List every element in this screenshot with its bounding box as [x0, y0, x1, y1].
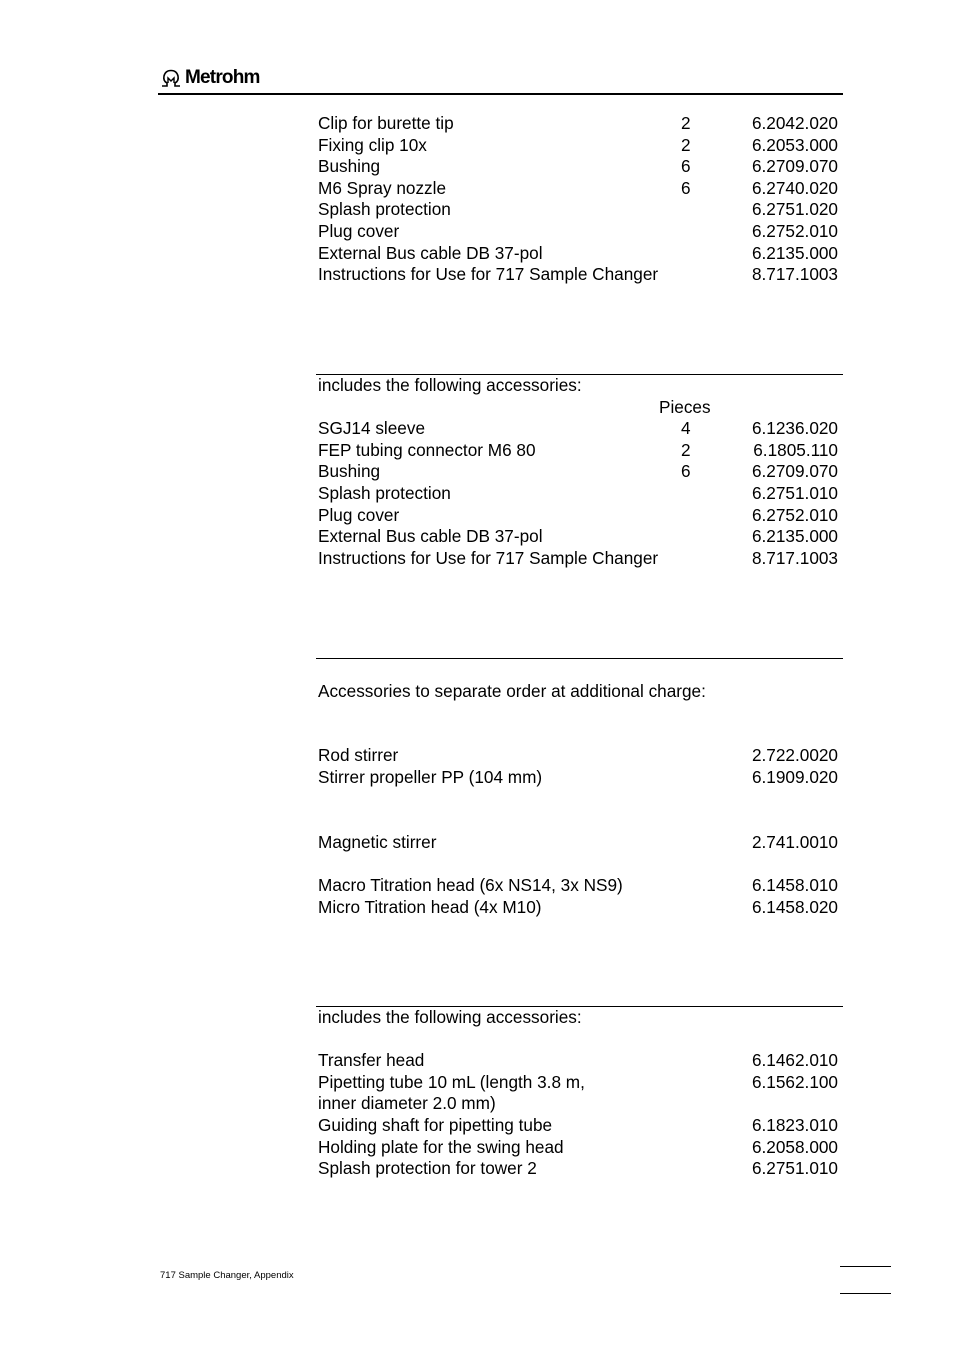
item-description: Instructions for Use for 717 Sample Changer	[318, 547, 659, 568]
stirrer-group	[318, 745, 843, 788]
item-description: Plug cover	[318, 220, 400, 241]
item-order-number: 6.2751.010	[751, 1158, 838, 1179]
item-description: inner diameter 2.0 mm)	[318, 1093, 496, 1114]
item-order-number: 6.2752.010	[751, 220, 838, 241]
list-item	[318, 767, 843, 789]
section-intro: includes the following accessories:	[318, 1007, 582, 1027]
list-item	[318, 1115, 843, 1137]
item-order-number: 6.1562.100	[751, 1071, 838, 1092]
item-description: Guiding shaft for pipetting tube	[318, 1114, 553, 1135]
item-quantity: 6	[681, 177, 691, 198]
item-order-number: 6.1909.020	[751, 766, 838, 787]
item-description: Plug cover	[318, 504, 400, 525]
item-description: SGJ14 sleeve	[318, 418, 426, 439]
item-order-number: 6.2709.070	[751, 156, 838, 177]
list-item	[318, 156, 843, 178]
item-description: External Bus cable DB 37-pol	[318, 526, 543, 547]
item-quantity: 2	[681, 439, 691, 460]
item-order-number: 6.2135.000	[751, 242, 838, 263]
item-order-number: 6.1458.020	[751, 896, 838, 917]
item-order-number: 6.1462.010	[751, 1050, 838, 1071]
item-order-number: 6.2058.000	[751, 1136, 838, 1157]
item-description: Bushing	[318, 156, 381, 177]
pieces-header-row	[318, 397, 843, 419]
item-quantity: 2	[681, 113, 691, 133]
header-divider	[158, 93, 843, 95]
item-order-number: 8.717.1003	[751, 547, 838, 568]
list-item	[318, 1093, 843, 1115]
footer-title: 717 Sample Changer, Appendix	[160, 1270, 294, 1281]
item-description: Micro Titration head (4x M10)	[318, 896, 542, 917]
item-order-number: 6.2053.000	[751, 134, 838, 155]
metrohm-omega-icon	[160, 68, 182, 88]
item-description: Splash protection	[318, 482, 451, 503]
item-description: Macro Titration head (6x NS14, 3x NS9)	[318, 875, 623, 895]
magnetic-stirrer-group	[318, 832, 843, 854]
item-description: Transfer head	[318, 1050, 425, 1071]
list-item	[318, 897, 843, 919]
list-item	[318, 832, 843, 854]
footer-rule-top	[840, 1266, 891, 1267]
item-description: Holding plate for the swing head	[318, 1136, 564, 1157]
list-item	[318, 505, 843, 527]
optional-accessories-intro	[318, 681, 843, 703]
item-quantity: 2	[681, 134, 691, 155]
list-item	[318, 199, 843, 221]
item-order-number: 6.2709.070	[751, 461, 838, 482]
list-item	[318, 264, 843, 286]
item-description: Bushing	[318, 461, 381, 482]
list-item	[318, 526, 843, 548]
item-description: Splash protection for tower 2	[318, 1158, 537, 1179]
scope-of-delivery-list-1	[318, 113, 843, 286]
item-description: External Bus cable DB 37-pol	[318, 242, 543, 263]
list-item	[318, 221, 843, 243]
footer-rule-bottom	[840, 1293, 891, 1294]
item-order-number: 6.1805.110	[753, 439, 838, 460]
item-description: Stirrer propeller PP (104 mm)	[318, 766, 543, 787]
item-order-number: 6.2135.000	[751, 526, 838, 547]
list-item	[318, 875, 843, 897]
list-item	[318, 418, 843, 440]
list-item	[318, 1137, 843, 1159]
list-item	[318, 178, 843, 200]
list-item	[318, 548, 843, 570]
item-description: Splash protection	[318, 199, 451, 220]
item-description: Clip for burette tip	[318, 113, 454, 133]
list-item	[318, 1072, 843, 1094]
section-intro: includes the following accessories:	[318, 375, 582, 395]
pieces-header: Pieces	[659, 396, 711, 417]
list-item	[318, 113, 843, 135]
titration-head-group	[318, 875, 843, 918]
brand-logo	[160, 66, 260, 90]
item-order-number: 6.1458.010	[751, 875, 838, 895]
item-description: Instructions for Use for 717 Sample Changer	[318, 264, 659, 285]
list-item	[318, 483, 843, 505]
item-order-number: 6.1236.020	[751, 418, 838, 439]
list-item	[318, 745, 843, 767]
item-order-number: 6.2752.010	[751, 504, 838, 525]
item-description: Magnetic stirrer	[318, 832, 437, 852]
list-item	[318, 440, 843, 462]
item-quantity: 4	[681, 418, 691, 439]
section-divider	[316, 658, 843, 659]
list-item	[318, 461, 843, 483]
list-item	[318, 1050, 843, 1072]
scope-of-delivery-list-2	[318, 375, 843, 569]
list-item	[318, 135, 843, 157]
item-order-number: 6.2740.020	[751, 177, 838, 198]
item-order-number: 6.2042.020	[751, 113, 838, 133]
list-item	[318, 1158, 843, 1180]
item-description: FEP tubing connector M6 80	[318, 439, 536, 460]
item-description: Fixing clip 10x	[318, 134, 427, 155]
item-order-number: 2.722.0020	[751, 745, 838, 765]
item-description: Pipetting tube 10 mL (length 3.8 m,	[318, 1071, 585, 1092]
brand-name: Metrohm	[185, 67, 260, 88]
section-intro: Accessories to separate order at additional charge:	[318, 681, 706, 701]
list-item	[318, 243, 843, 265]
item-quantity: 6	[681, 461, 691, 482]
item-order-number: 2.741.0010	[751, 832, 838, 852]
swing-head-accessories	[318, 1007, 843, 1180]
item-order-number: 6.2751.020	[751, 199, 838, 220]
item-order-number: 6.2751.010	[751, 482, 838, 503]
item-order-number: 6.1823.010	[751, 1114, 838, 1135]
item-description: Rod stirrer	[318, 745, 399, 765]
item-quantity: 6	[681, 156, 691, 177]
item-description: M6 Spray nozzle	[318, 177, 447, 198]
item-order-number: 8.717.1003	[751, 264, 838, 285]
